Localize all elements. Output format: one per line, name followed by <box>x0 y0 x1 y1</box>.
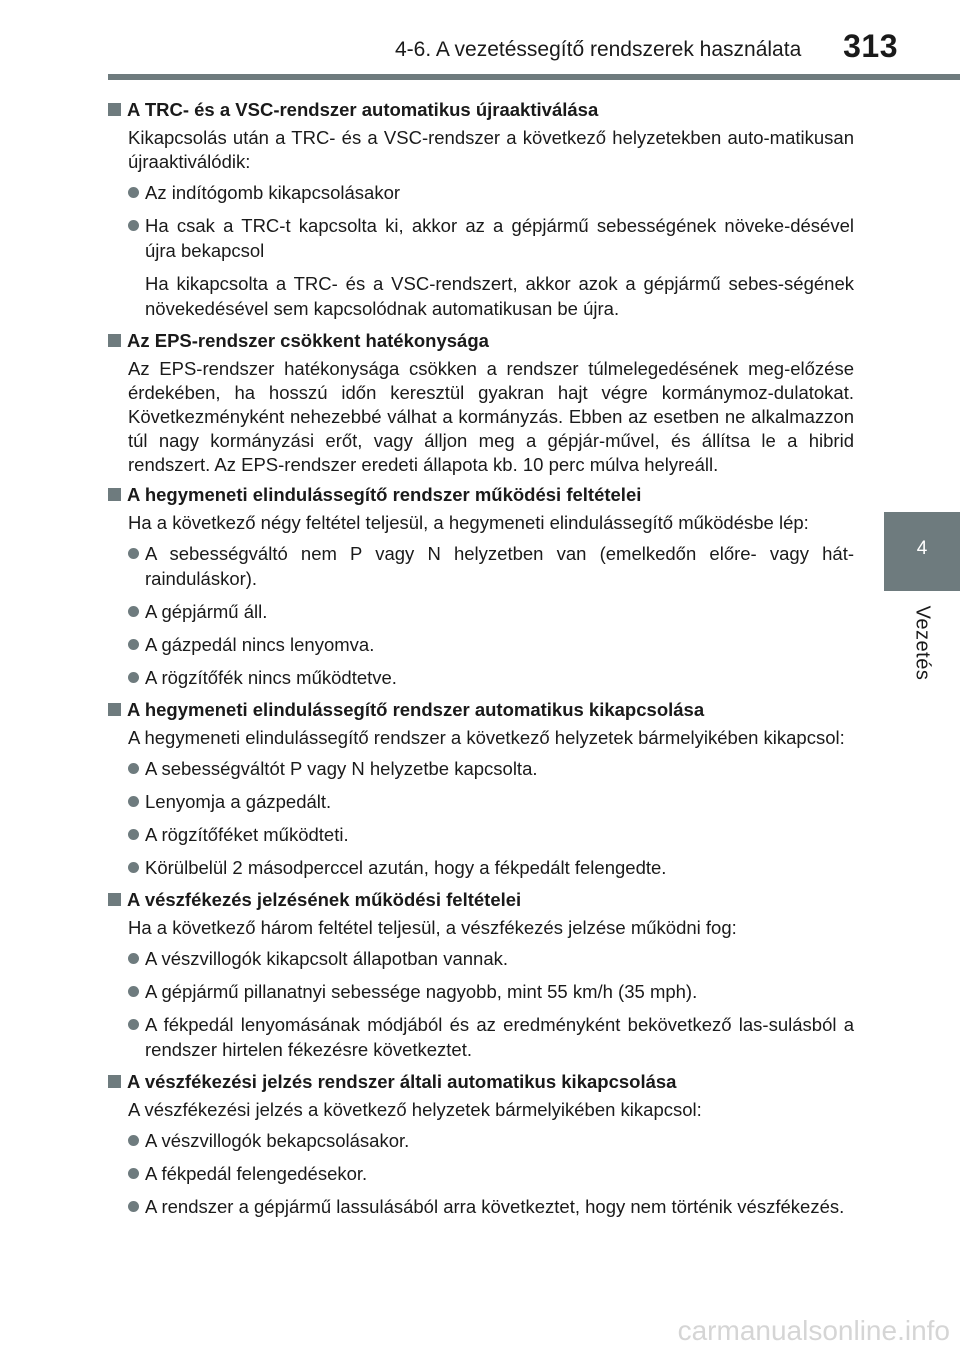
section-intro: Az EPS-rendszer hatékonysága csökken a rendszer túlmelegedésének meg-előzése érdekében, ha hosszú időn keresztül gyakran hajt végre kormánymoz-dulatokat. Következményként nehezebbé válhat a kormányzás. Ebben az esetben ne alkalmazzon túl nagy kormányzási erőt, vagy álljon meg a gépjár-művel, és állítsa le a hibrid rendszert. Az EPS-rendszer eredeti állapota kb. 10 perc múlva helyreáll. <box>128 358 854 475</box>
list-item <box>128 1012 854 1062</box>
square-bullet-icon <box>108 488 121 501</box>
list-item-text: A vészvillogók kikapcsolt állapotban vannak. <box>145 948 509 969</box>
section-emergency-signal-auto-off <box>108 1070 854 1219</box>
section-heading-text: A vészfékezés jelzésének működési feltételei <box>127 889 522 910</box>
round-bullet-icon <box>128 763 139 774</box>
section-heading <box>108 329 854 353</box>
section-heading <box>108 698 854 722</box>
round-bullet-icon <box>128 1135 139 1146</box>
square-bullet-icon <box>108 334 121 347</box>
list-item-note: Ha kikapcsolta a TRC- és a VSC-rendszert, akkor azok a gépjármű sebes-ségének növekedésével sem kapcsolódnak automatikusan be újra. <box>145 273 854 319</box>
square-bullet-icon <box>108 703 121 716</box>
list-item-text: A fékpedál felengedésekor. <box>145 1163 368 1184</box>
list-item-text: A gépjármű áll. <box>145 601 268 622</box>
square-bullet-icon <box>108 103 121 116</box>
list-item-text: A vészvillogók bekapcsolásakor. <box>145 1130 410 1151</box>
list-item-text: Az indítógomb kikapcsolásakor <box>145 182 401 203</box>
page-content <box>108 92 854 1227</box>
list-item-text: Ha csak a TRC-t kapcsolta ki, akkor az a gépjármű sebességének növeke-désével újra bekapcsol <box>145 215 854 261</box>
section-hill-start-conditions <box>108 483 854 690</box>
round-bullet-icon <box>128 829 139 840</box>
round-bullet-icon <box>128 862 139 873</box>
section-heading <box>108 483 854 507</box>
section-emergency-signal-conditions <box>108 888 854 1062</box>
section-heading-text: A hegymeneti elindulássegítő rendszer működési feltételei <box>127 484 642 505</box>
section-intro: Kikapcsolás után a TRC- és a VSC-rendszer a következő helyzetekben auto-matikusan újraaktiválódik: <box>128 127 854 172</box>
list-item <box>128 756 854 781</box>
square-bullet-icon <box>108 893 121 906</box>
section-heading-text: Az EPS-rendszer csökkent hatékonysága <box>127 330 489 351</box>
list-item <box>128 979 854 1004</box>
list-item <box>128 789 854 814</box>
list-item-text: A rögzítőféket működteti. <box>145 824 349 845</box>
square-bullet-icon <box>108 1075 121 1088</box>
list-item-text: Körülbelül 2 másodperccel azután, hogy a fékpedált felengedte. <box>145 857 667 878</box>
section-intro: Ha a következő négy feltétel teljesül, a hegymeneti elindulássegítő működésbe lép: <box>128 512 809 533</box>
list-item <box>128 541 854 591</box>
round-bullet-icon <box>128 187 139 198</box>
round-bullet-icon <box>128 1019 139 1030</box>
running-head: 4-6. A vezetéssegítő rendszerek használata <box>395 38 802 61</box>
list-item <box>128 946 854 971</box>
list-item <box>128 632 854 657</box>
section-heading-text: A vészfékezési jelzés rendszer általi automatikus kikapcsolása <box>127 1071 677 1092</box>
round-bullet-icon <box>128 796 139 807</box>
round-bullet-icon <box>128 548 139 559</box>
list-item-text: A rögzítőfék nincs működtetve. <box>145 667 397 688</box>
list-item <box>128 213 854 263</box>
section-heading <box>108 1070 854 1094</box>
round-bullet-icon <box>128 953 139 964</box>
list-item <box>128 180 854 205</box>
section-hill-start-auto-off <box>108 698 854 880</box>
page-number: 313 <box>843 28 898 64</box>
section-intro: Ha a következő három feltétel teljesül, a vészfékezés jelzése működni fog: <box>128 917 737 938</box>
round-bullet-icon <box>128 639 139 650</box>
list-item <box>128 1161 854 1186</box>
section-heading-text: A hegymeneti elindulássegítő rendszer automatikus kikapcsolása <box>127 699 705 720</box>
chapter-tab <box>884 512 960 591</box>
round-bullet-icon <box>128 672 139 683</box>
list-item <box>128 855 854 880</box>
chapter-label-text: Vezetés <box>911 605 934 681</box>
page-header <box>0 0 960 82</box>
list-item-text: A fékpedál lenyomásának módjából és az eredményként bekövetkező las-sulásból a rendszer hirtelen fékezésre következtet. <box>145 1014 854 1060</box>
list-item <box>128 665 854 690</box>
chapter-label <box>887 598 957 688</box>
list-item-text: A gázpedál nincs lenyomva. <box>145 634 375 655</box>
watermark: carmanualsonline.info <box>677 1315 950 1346</box>
list-item <box>128 1194 854 1219</box>
list-item <box>128 1128 854 1153</box>
round-bullet-icon <box>128 1201 139 1212</box>
section-intro: A vészfékezési jelzés a következő helyzetek bármelyikében kikapcsol: <box>128 1099 702 1120</box>
round-bullet-icon <box>128 220 139 231</box>
section-eps-reduced <box>108 329 854 477</box>
header-rule <box>108 74 960 80</box>
list-item-text: A rendszer a gépjármű lassulásából arra következtet, hogy nem történik vészfékezés. <box>145 1196 845 1217</box>
round-bullet-icon <box>128 606 139 617</box>
section-heading-text: A TRC- és a VSC-rendszer automatikus újraaktiválása <box>127 99 599 120</box>
chapter-number: 4 <box>916 538 928 559</box>
section-intro: A hegymeneti elindulássegítő rendszer a következő helyzetek bármelyikében kikapcsol: <box>128 727 845 748</box>
list-item <box>128 822 854 847</box>
list-item <box>128 599 854 624</box>
section-heading <box>108 98 854 122</box>
round-bullet-icon <box>128 986 139 997</box>
list-item-text: Lenyomja a gázpedált. <box>145 791 332 812</box>
list-item-text: A sebességváltót P vagy N helyzetbe kapcsolta. <box>145 758 538 779</box>
section-heading <box>108 888 854 912</box>
list-item-text: A sebességváltó nem P vagy N helyzetben van (emelkedőn előre- vagy hát-rainduláskor). <box>145 543 854 589</box>
round-bullet-icon <box>128 1168 139 1179</box>
section-trc-vsc-reactivation <box>108 98 854 321</box>
list-item-text: A gépjármű pillanatnyi sebessége nagyobb, mint 55 km/h (35 mph). <box>145 981 698 1002</box>
